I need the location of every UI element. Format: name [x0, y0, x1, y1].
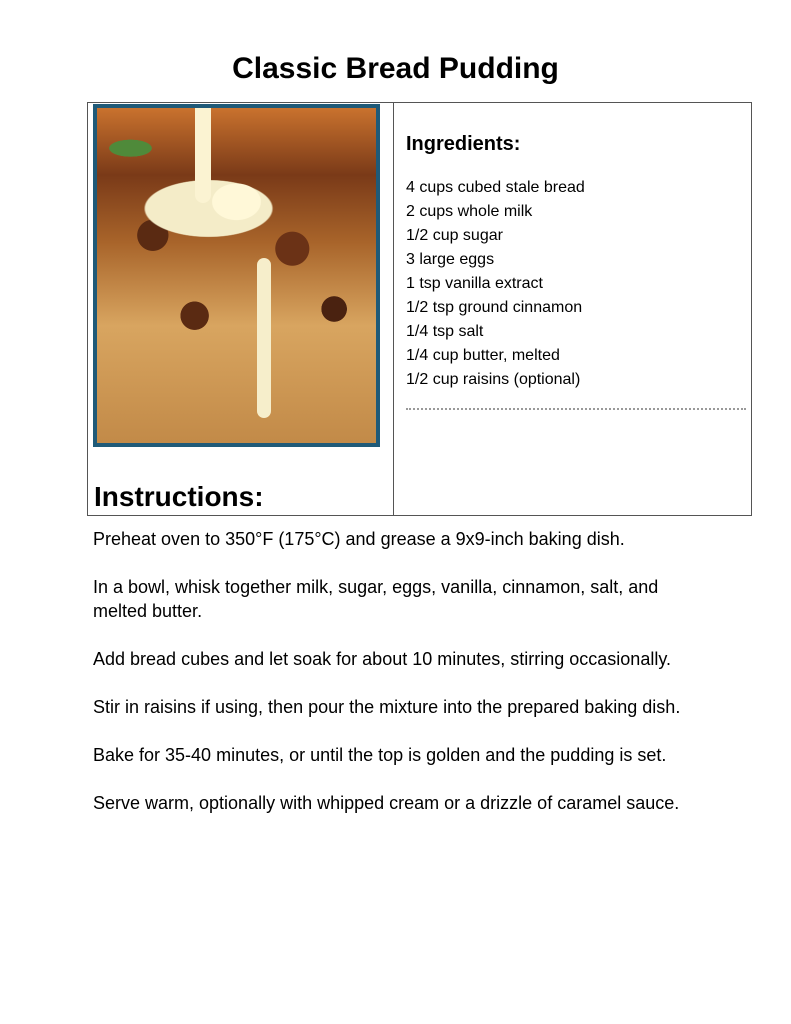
- ingredient-item: 1/4 tsp salt: [406, 323, 484, 340]
- ingredient-item: 1/2 tsp ground cinnamon: [406, 299, 583, 316]
- instructions-list: [93, 527, 713, 839]
- sauce-drip: [257, 258, 271, 418]
- instruction-step: In a bowl, whisk together milk, sugar, eggs, vanilla, cinnamon, salt, and melted butter.: [93, 577, 659, 621]
- ingredients-heading: Ingredients:: [406, 133, 521, 155]
- ingredient-item: 2 cups whole milk: [406, 203, 533, 220]
- page-title: Classic Bread Pudding: [232, 52, 559, 85]
- recipe-table: [87, 102, 752, 516]
- instruction-step: Add bread cubes and let soak for about 10 minutes, stirring occasionally.: [93, 649, 671, 669]
- ingredient-item: 1/2 cup raisins (optional): [406, 371, 581, 388]
- column-divider: [393, 103, 394, 515]
- ingredient-item: 3 large eggs: [406, 251, 495, 268]
- sauce-drizzle: [195, 108, 211, 203]
- instructions-heading: Instructions:: [94, 481, 264, 512]
- bread-pudding-photo: [93, 104, 380, 447]
- instruction-step: Bake for 35-40 minutes, or until the top is golden and the pudding is set.: [93, 745, 667, 765]
- ingredient-item: 4 cups cubed stale bread: [406, 179, 585, 196]
- instruction-step: Preheat oven to 350°F (175°C) and grease a 9x9-inch baking dish.: [93, 529, 625, 549]
- instruction-step: Stir in raisins if using, then pour the mixture into the prepared baking dish.: [93, 697, 681, 717]
- ingredients-list: [406, 176, 585, 392]
- decorative-divider: [406, 408, 746, 414]
- ingredient-item: 1 tsp vanilla extract: [406, 275, 543, 292]
- ingredient-item: 1/4 cup butter, melted: [406, 347, 560, 364]
- ingredient-item: 1/2 cup sugar: [406, 227, 503, 244]
- instruction-step: Serve warm, optionally with whipped cream or a drizzle of caramel sauce.: [93, 793, 680, 813]
